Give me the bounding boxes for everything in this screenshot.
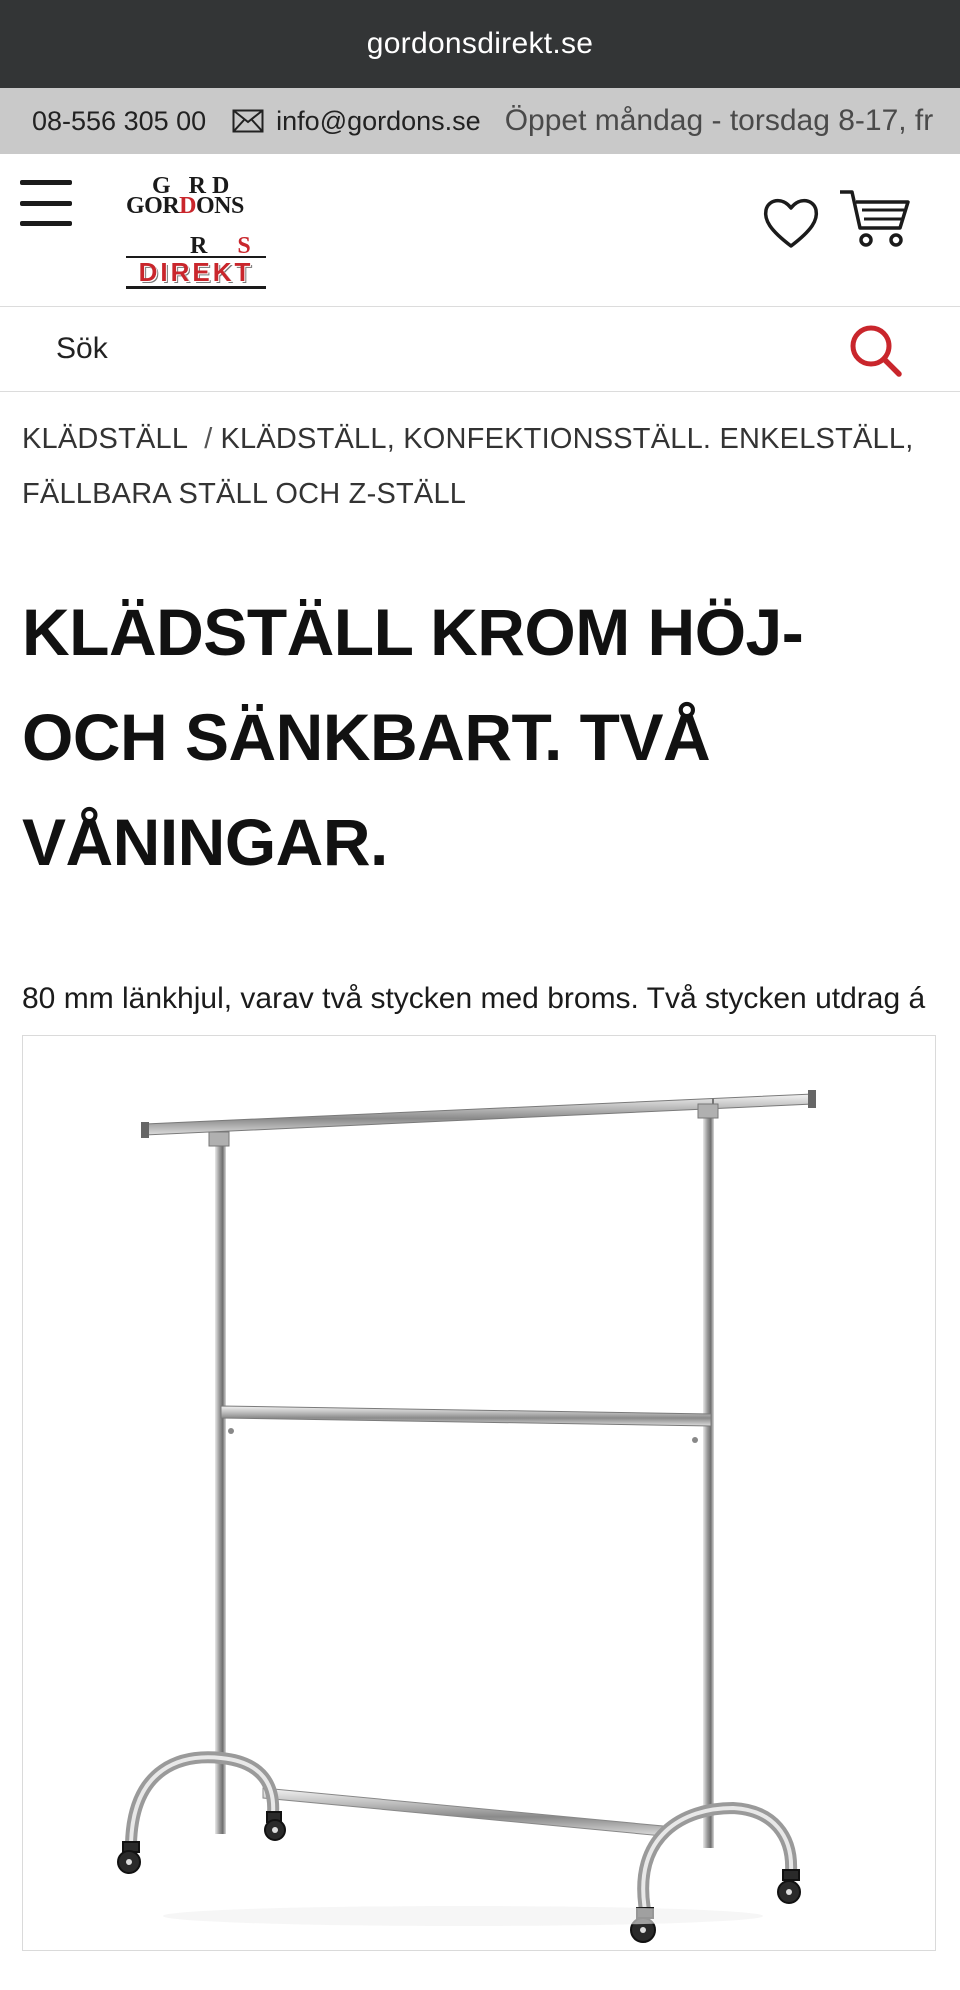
search-input[interactable] — [0, 307, 820, 391]
logo-text-row-2: GORDONS — [126, 193, 244, 219]
product-title: KLÄDSTÄLL KROM HÖJ- OCH SÄNKBART. TVÅ VÅNINGAR. — [22, 595, 804, 879]
breadcrumb-item-subcategory[interactable]: KLÄDSTÄLL, KONFEKTIONSSTÄLL. ENKELSTÄLL, FÄLLBARA STÄLL OCH Z-STÄLL — [22, 423, 914, 510]
cart-icon[interactable] — [838, 188, 912, 255]
search-bar — [0, 307, 960, 392]
opening-hours: Öppet måndag - torsdag 8-17, fr — [504, 104, 934, 137]
mail-icon — [232, 109, 264, 133]
phone-number[interactable]: 08-556 305 00 — [32, 105, 207, 136]
product-image[interactable] — [22, 1035, 936, 1951]
logo-text-row-3: R S — [190, 233, 251, 259]
search-icon[interactable] — [848, 323, 904, 384]
heart-icon[interactable] — [762, 196, 820, 255]
product-description: 80 mm länkhjul, varav två stycken med broms. Två stycken utdrag á — [22, 982, 926, 1015]
url-text: gordonsdirekt.se — [366, 27, 594, 60]
breadcrumb-item-kladstall[interactable]: KLÄDSTÄLL — [22, 423, 189, 455]
site-header — [0, 154, 960, 307]
browser-url-bar[interactable] — [0, 0, 960, 88]
breadcrumb — [22, 412, 938, 522]
menu-icon[interactable] — [20, 180, 72, 226]
clothes-rack-illustration — [23, 1036, 935, 1950]
email-link[interactable]: info@gordons.se — [276, 105, 481, 136]
gordons-direkt-logo[interactable] — [120, 172, 280, 287]
logo-direkt-text: DIREKT — [126, 256, 266, 289]
logo-text-row-1: G RD — [152, 173, 236, 199]
breadcrumb-separator: / — [204, 423, 213, 455]
contact-info-bar — [0, 88, 960, 154]
